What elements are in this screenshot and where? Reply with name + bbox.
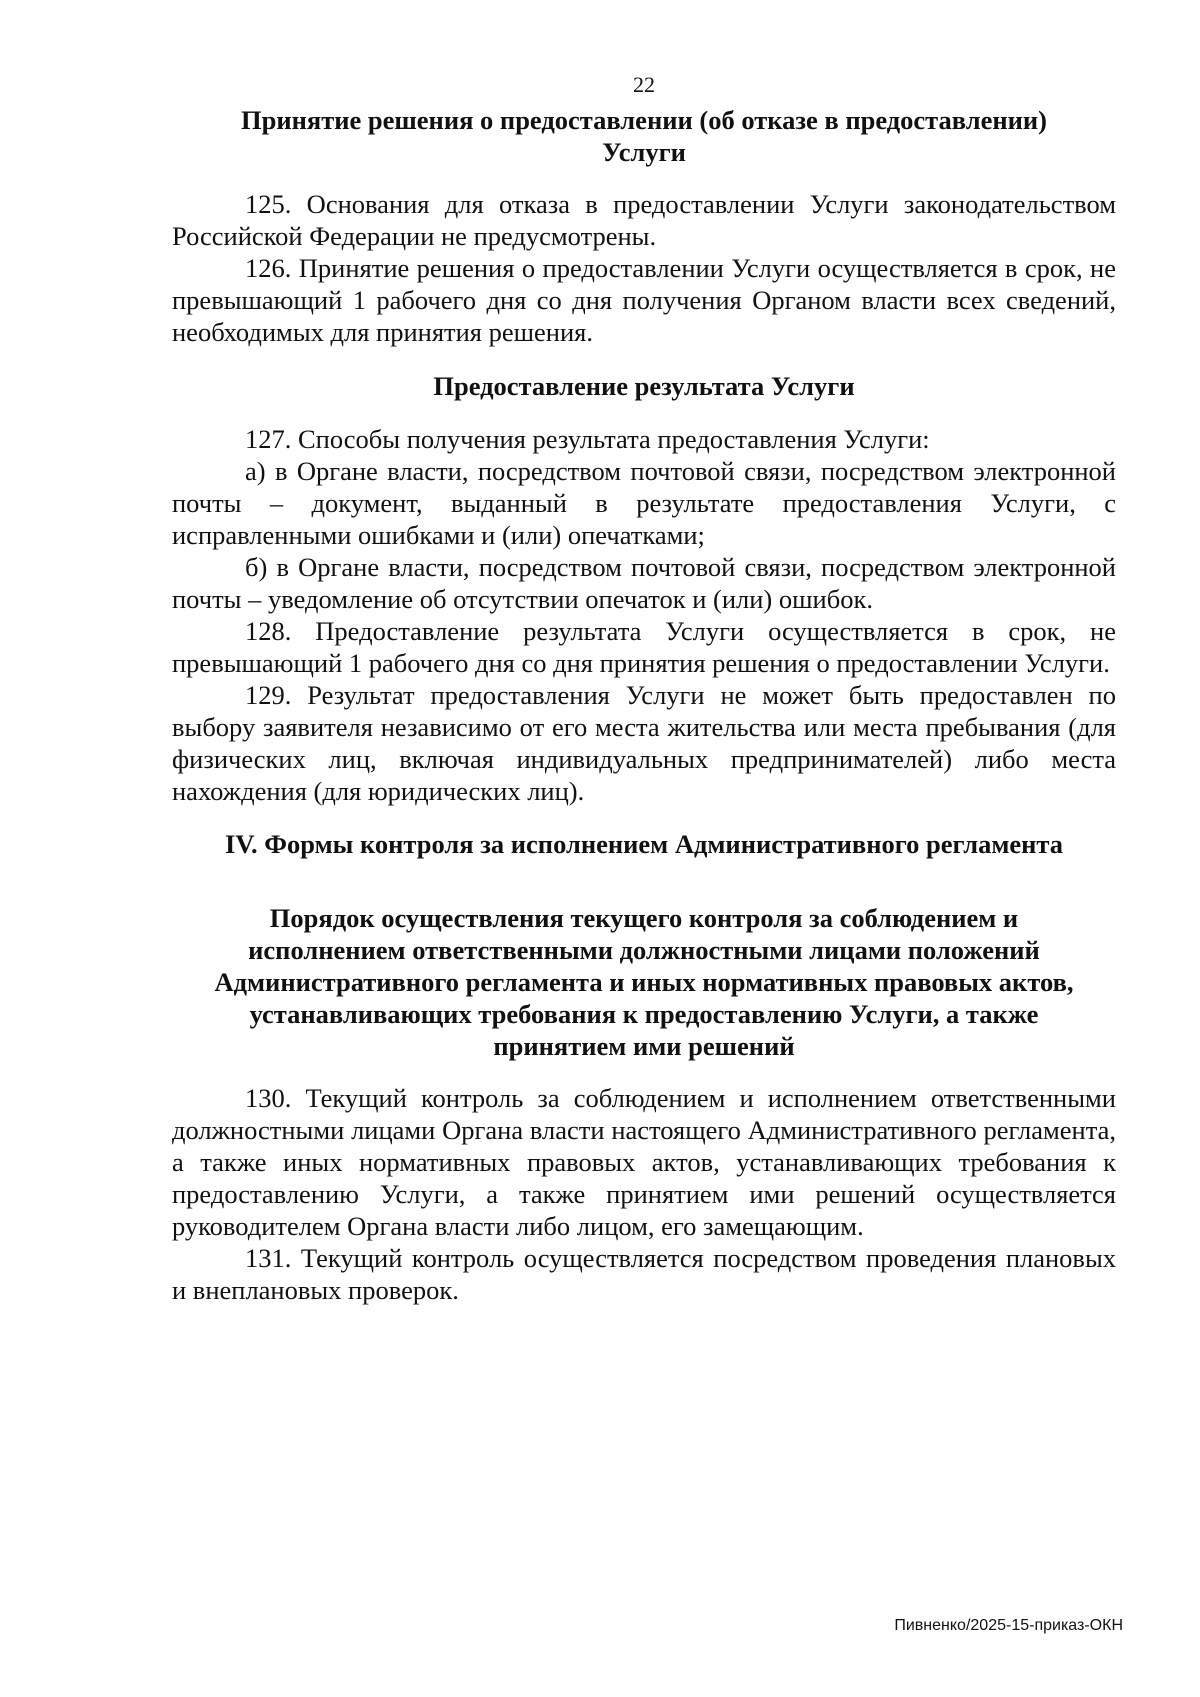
heading-line: Услуги	[602, 137, 686, 167]
page-number: 22	[633, 72, 655, 97]
heading-line: устанавливающих требования к предоставлению Услуги, а также	[249, 999, 1039, 1029]
heading-line: Порядок осуществления текущего контроля за соблюдением и	[269, 903, 1019, 933]
paragraph-127: 127. Способы получения результата предоставления Услуги:	[245, 424, 930, 454]
paragraph-129: 129. Результат предоставления Услуги не может быть предоставлен по выбору заявителя независимо от его места жительства или места пребывания (для физических лиц, включая индивидуальных предпринимателей) либо места нахождения (для юридических лиц).	[172, 680, 1116, 806]
paragraph-126: 126. Принятие решения о предоставлении Услуги осуществляется в срок, не превышающий 1 рабочего дня со дня получения Органом власти всех сведений, необходимых для принятия решения.	[172, 253, 1116, 347]
paragraph-131: 131. Текущий контроль осуществляется посредством проведения плановых и внеплановых проверок.	[172, 1243, 1116, 1305]
paragraph-128: 128. Предоставление результата Услуги осуществляется в срок, не превышающий 1 рабочего дня со дня принятия решения о предоставлении Услуги.	[172, 616, 1116, 678]
heading-result: Предоставление результата Услуги	[433, 371, 855, 401]
heading-line: Принятие решения о предоставлении (об отказе в предоставлении)	[241, 105, 1047, 135]
paragraph-130: 130. Текущий контроль за соблюдением и исполнением ответственными должностными лицами Органа власти настоящего Административного регламента, а также иных нормативных правовых актов, устанавливающих требования к предоставлению Услуги, а также принятием ими решений осуществляется руководителем Органа власти либо лицом, его замещающим.	[172, 1083, 1116, 1241]
heading-current-control	[172, 902, 1116, 1062]
paragraph-127a: а) в Органе власти, посредством почтовой связи, посредством электронной почты – документ, выданный в результате предоставления Услуги, с исправленными ошибками и (или) опечатками;	[172, 456, 1116, 550]
page-content	[172, 70, 1116, 1306]
footer-document-id: Пивненко/2025-15-приказ-ОКН	[894, 1617, 1123, 1634]
paragraph-127b: б) в Органе власти, посредством почтовой связи, посредством электронной почты – уведомление об отсутствии опечаток и (или) ошибок.	[172, 552, 1116, 614]
heading-chapter-4: IV. Формы контроля за исполнением Административного регламента	[225, 829, 1063, 859]
heading-decision	[172, 104, 1116, 168]
paragraph-125: 125. Основания для отказа в предоставлении Услуги законодательством Российской Федерации не предусмотрены.	[172, 189, 1116, 251]
heading-line: исполнением ответственными должностными лицами положений	[248, 935, 1040, 965]
heading-line: принятием ими решений	[493, 1031, 795, 1061]
heading-line: Административного регламента и иных нормативных правовых актов,	[214, 967, 1074, 997]
